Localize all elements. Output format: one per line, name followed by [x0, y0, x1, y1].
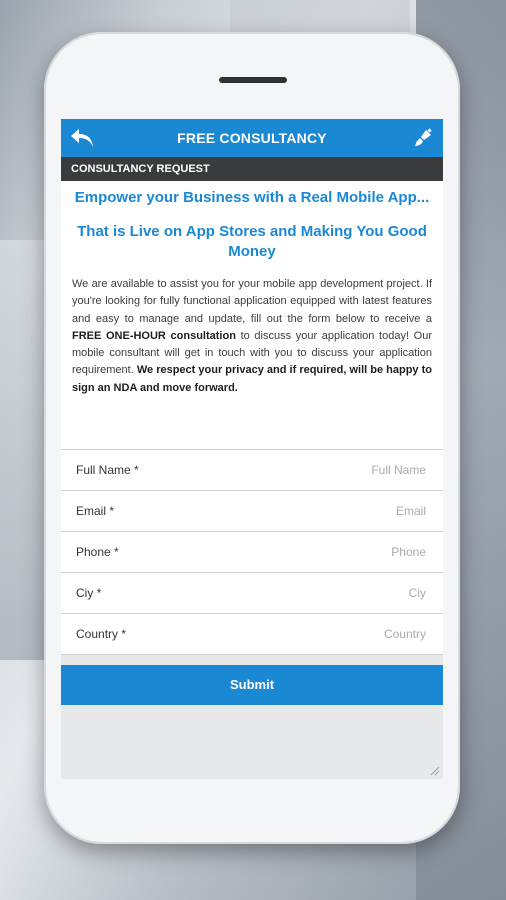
phone-label: Phone *: [76, 545, 119, 559]
intro-paragraph: [72, 276, 432, 397]
phone-field[interactable]: [274, 544, 428, 560]
submit-button[interactable]: Submit: [61, 665, 443, 705]
country-label: Country *: [76, 627, 127, 641]
city-label: Ciy *: [76, 586, 102, 600]
form-row-city: [61, 572, 443, 613]
form-row-full-name: [61, 449, 443, 490]
headline: Empower your Business with a Real Mobile App...: [74, 189, 430, 206]
form-row-email: [61, 490, 443, 531]
subheadline: That is Live on App Stores and Making You Good Money: [77, 223, 427, 260]
app-screen: [61, 119, 443, 779]
consultation-form: [61, 449, 443, 655]
paintbrush-icon[interactable]: [413, 128, 433, 148]
para-text: to discuss your application today! Our mobile consultant will get in touch with you to discuss your application requirement.: [72, 329, 432, 377]
app-bar: [61, 119, 443, 157]
phone-speaker: [219, 77, 287, 83]
intro-content: [61, 181, 443, 449]
email-label: Email *: [76, 504, 115, 518]
full-name-field[interactable]: [274, 462, 428, 478]
section-header: CONSULTANCY REQUEST: [61, 157, 443, 181]
para-bold-text: We respect your privacy and if required, will be happy to sign an NDA and move forward.: [72, 364, 432, 394]
phone-frame: [44, 32, 460, 844]
email-field[interactable]: [274, 503, 428, 519]
resize-grip-icon: [430, 766, 440, 776]
app-title: FREE CONSULTANCY: [177, 130, 327, 146]
full-name-label: Full Name *: [76, 463, 139, 477]
para-text: We are available to assist you for your mobile app development project. If you're looking for fully functional application equipped with latest features and easy to manage and update, fill out the form below to receive a: [72, 278, 432, 325]
para-bold-text: FREE ONE-HOUR consultation: [72, 329, 236, 342]
form-row-phone: [61, 531, 443, 572]
form-row-country: [61, 613, 443, 655]
city-field[interactable]: [274, 585, 428, 601]
country-field[interactable]: [274, 626, 428, 642]
